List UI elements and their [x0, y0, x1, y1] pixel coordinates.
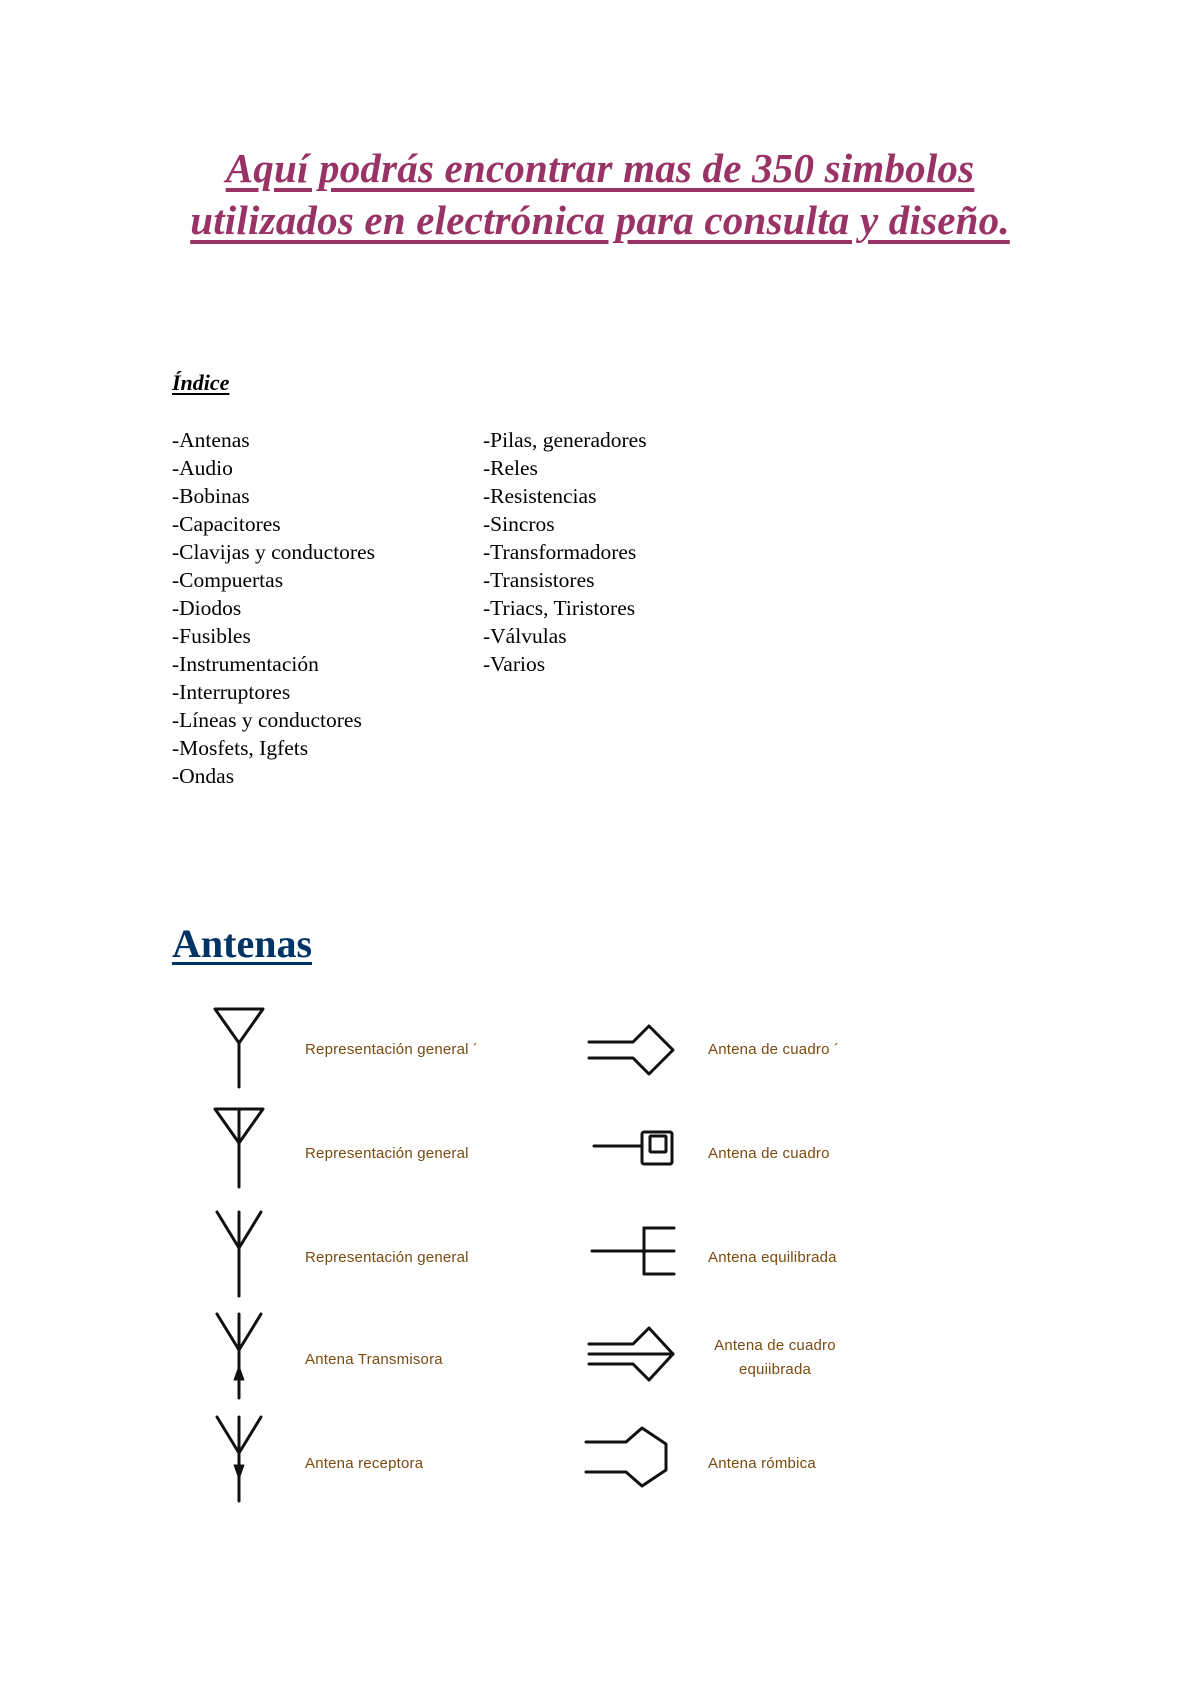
- index-item-bobinas[interactable]: -Bobinas: [172, 484, 250, 508]
- rhombic-antenna-icon: [582, 1424, 686, 1490]
- antenna-triangle-mast-icon: [205, 1103, 275, 1189]
- index-item-transformadores[interactable]: -Transformadores: [483, 540, 637, 564]
- symbol-label-line2: equiibrada: [738, 1361, 812, 1378]
- index-item-compuertas[interactable]: -Compuertas: [172, 568, 284, 592]
- index-list-left: [172, 426, 375, 790]
- symbol-label: Representación general: [305, 1145, 469, 1162]
- index-item-triacs[interactable]: -Triacs, Tiristores: [483, 596, 636, 620]
- index-item-pilas[interactable]: -Pilas, generadores: [483, 428, 647, 452]
- index-item-clavijas[interactable]: -Clavijas y conductores: [172, 540, 376, 564]
- antenna-triangle-icon: [205, 1005, 275, 1091]
- index-item-antenas[interactable]: -Antenas: [172, 428, 250, 452]
- index-item-instrumentacion[interactable]: -Instrumentación: [172, 652, 319, 676]
- index-item-interruptores[interactable]: -Interruptores: [172, 680, 291, 704]
- balanced-loop-antenna-icon: [585, 1322, 685, 1386]
- antenna-transmitter-icon: [205, 1310, 275, 1402]
- index-item-varios[interactable]: -Varios: [483, 652, 546, 676]
- symbol-label: Antena de cuadro ´: [708, 1041, 840, 1058]
- symbol-label: Antena equilibrada: [708, 1249, 837, 1266]
- index-item-capacitores[interactable]: -Capacitores: [172, 512, 281, 536]
- symbol-label: Representación general: [305, 1249, 469, 1266]
- index-item-reles[interactable]: -Reles: [483, 456, 538, 480]
- index-item-resistencias[interactable]: -Resistencias: [483, 484, 597, 508]
- index-item-sincros[interactable]: -Sincros: [483, 512, 555, 536]
- index-item-diodos[interactable]: -Diodos: [172, 596, 242, 620]
- section-title-antenas: Antenas: [172, 921, 313, 966]
- symbol-label: Antena rómbica: [708, 1455, 816, 1472]
- symbol-label: Antena receptora: [305, 1455, 424, 1472]
- index-item-fusibles[interactable]: -Fusibles: [172, 624, 251, 648]
- symbol-label: Antena Transmisora: [305, 1351, 443, 1368]
- symbol-label: [700, 1334, 850, 1382]
- balanced-antenna-icon: [588, 1222, 683, 1280]
- symbol-label: Representación general ´: [305, 1041, 479, 1058]
- index-item-valvulas[interactable]: -Válvulas: [483, 624, 567, 648]
- antenna-three-prong-icon: [205, 1208, 275, 1300]
- loop-antenna-diamond-icon: [585, 1018, 685, 1082]
- symbol-label-line1: Antena de cuadro: [714, 1337, 836, 1354]
- index-heading: Índice: [172, 370, 230, 395]
- page-title: Aquí podrás encontrar mas de 350 simbolos utilizados en electrónica para consulta y diseño.: [190, 145, 1010, 243]
- index-item-ondas[interactable]: -Ondas: [172, 764, 235, 788]
- symbol-label: Antena de cuadro: [708, 1145, 830, 1162]
- index-item-audio[interactable]: -Audio: [172, 456, 233, 480]
- index-item-lineas[interactable]: -Líneas y conductores: [172, 708, 362, 732]
- loop-antenna-square-icon: [590, 1126, 680, 1172]
- antenna-receiver-icon: [205, 1413, 275, 1505]
- index-item-transistores[interactable]: -Transistores: [483, 568, 595, 592]
- index-item-mosfets[interactable]: -Mosfets, Igfets: [172, 736, 309, 760]
- index-list-right: [483, 426, 647, 678]
